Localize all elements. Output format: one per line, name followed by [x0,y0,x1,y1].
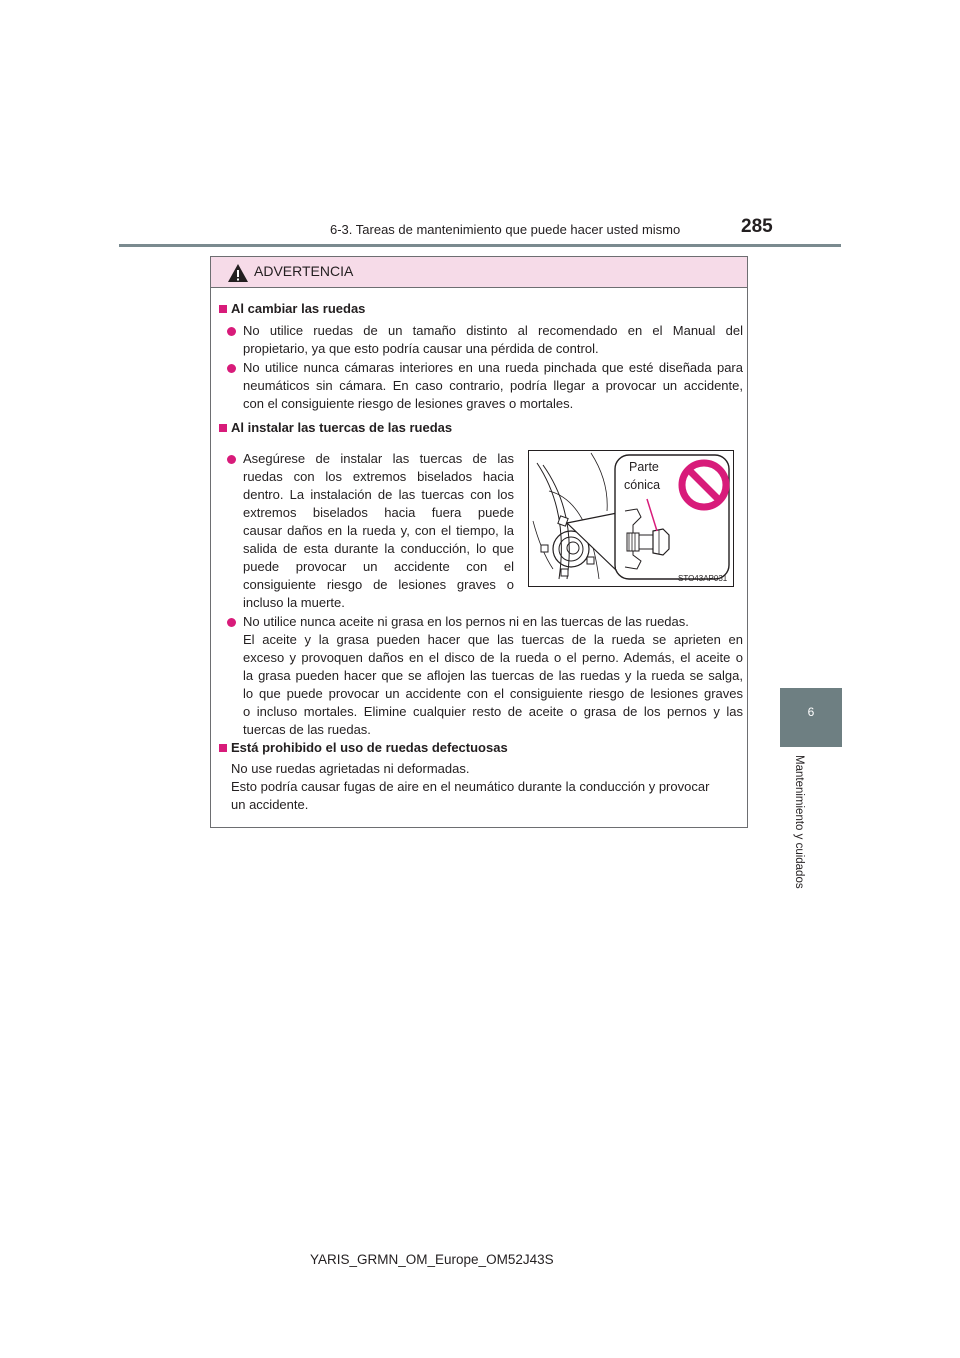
bullet-line: No utilice nunca cámaras interiores en una rueda pinchada que esté diseñada para [243,360,743,375]
warning-header [211,257,747,288]
chapter-label: Mantenimiento y cuidados [793,755,805,889]
section-heading: Está prohibido el uso de ruedas defectuosas [231,740,508,755]
bullet-dot [227,364,236,373]
section-marker [219,305,227,313]
bullet-line: No utilice nunca aceite ni grasa en los pernos ni en las tuercas de las ruedas. [243,614,689,629]
section-marker [219,424,227,432]
illustration-code: STO43AP031 [678,574,728,583]
wheel-nut-illustration [528,450,734,587]
bullet-line: ruedas con los extremos biselados hacia [243,469,514,484]
conical-label: Parte [629,460,659,474]
bullet-line: tuercas de las ruedas. [243,722,371,737]
bullet-dot [227,455,236,464]
bullet-line: consiguiente riesgo de lesiones graves o [243,577,514,592]
bullet-line: exceso y provoquen daños en el disco de la rueda o el perno. Además, el aceite o [243,650,743,665]
page-number: 285 [741,216,773,237]
bullet-line: o incluso mortales. Elimine cualquier resto de aceite o grasa de los pernos y las [243,704,743,719]
bullet-line: incluso la muerte. [243,595,345,610]
bullet-line: Asegúrese de instalar las tuercas de las [243,451,514,466]
section-heading: Al cambiar las ruedas [231,301,366,316]
warning-title: ADVERTENCIA [254,263,354,279]
bullet-line: salida de esta durante la conducción, lo que [243,541,514,556]
bullet-line: El aceite y la grasa pueden hacer que las tuercas de la rueda se aprieten en [243,632,743,647]
bullet-line: lo que puede provocar un accidente con el consiguiente riesgo de lesiones graves [243,686,743,701]
body-line: No use ruedas agrietadas ni deformadas. [231,761,470,776]
bullet-line: neumáticos sin cámara. En caso contrario, podría llegar a provocar un accidente, [243,378,743,393]
bullet-line: la grasa pueden hacer que se aflojen las tuercas de las ruedas y la rueda se salga, [243,668,743,683]
section-heading: Al instalar las tuercas de las ruedas [231,420,453,435]
warning-triangle-icon [227,263,249,283]
bullet-line: extremos biselados hacia fuera puede [243,505,514,520]
bullet-line: dentro. La instalación de las tuercas con los [243,487,514,502]
bullet-line: propietario, ya que esto podría causar una pérdida de control. [243,341,599,356]
section-marker [219,744,227,752]
bullet-line: con el consiguiente riesgo de lesiones graves o mortales. [243,396,574,411]
chapter-tab: 6 [780,688,842,747]
warning-box [210,256,748,828]
bullet-line: No utilice ruedas de un tamaño distinto al recomendado en el Manual del [243,323,743,338]
conical-label: cónica [624,478,661,492]
body-line: un accidente. [231,797,309,812]
bullet-line: puede provocar un accidente con el [243,559,514,574]
section-title: 6-3. Tareas de mantenimiento que puede hacer usted mismo [330,222,681,237]
header-rule [119,244,841,247]
bullet-line: causar daños en la rueda y, con el tiempo, la [243,523,514,538]
body-line: Esto podría causar fugas de aire en el neumático durante la conducción y provocar [231,779,710,794]
bullet-dot [227,327,236,336]
document-id: YARIS_GRMN_OM_Europe_OM52J43S [310,1252,554,1267]
bullet-dot [227,618,236,627]
